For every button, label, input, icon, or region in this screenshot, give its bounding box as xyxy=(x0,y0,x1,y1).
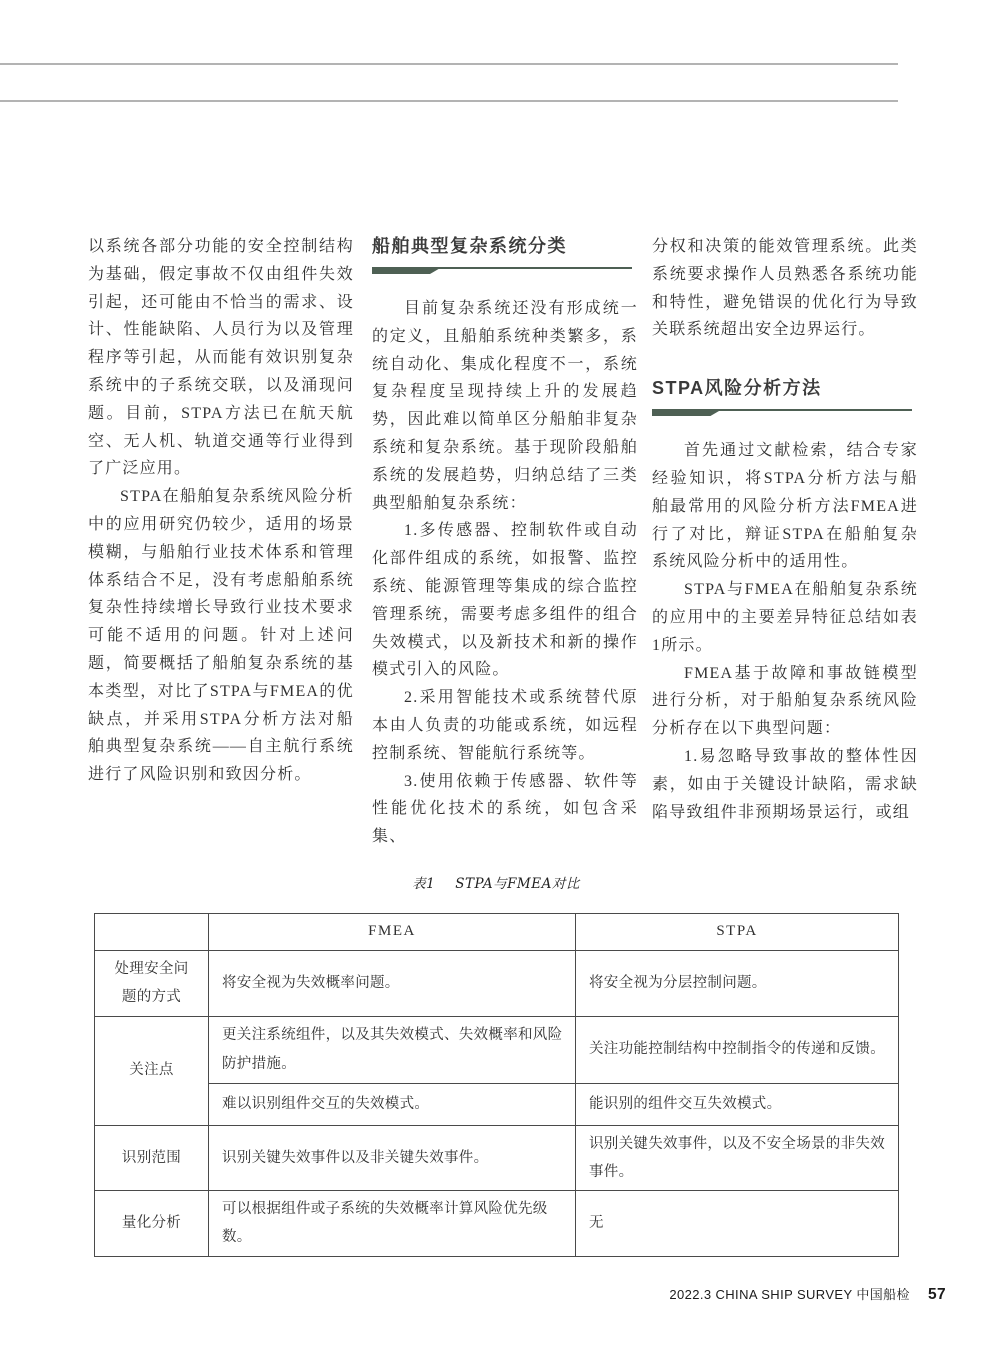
table-cell-r4-stpa: 无 xyxy=(576,1191,899,1257)
paragraph: STPA与FMEA在船舶复杂系统的应用中的主要差异特征总结如表1所示。 xyxy=(652,581,918,654)
table-cell-corner xyxy=(95,914,209,951)
table-row xyxy=(95,1125,899,1191)
section-heading-stpa-method: STPA风险分析方法 xyxy=(652,378,822,399)
table-cell-r1-fmea: 将安全视为失效概率问题。 xyxy=(209,951,576,1017)
list-item: 3.使用依赖于传感器、软件等性能优化技术的系统，如包含采集、 xyxy=(372,772,638,846)
journal-line: 2022.3 CHINA SHIP SURVEY 中国船检 xyxy=(669,1287,910,1302)
table-cell-r2b-stpa: 能识别的组件交互失效模式。 xyxy=(576,1083,899,1125)
section-heading-ship-complex-systems: 船舶典型复杂系统分类 xyxy=(372,236,567,256)
underline-thick-segment xyxy=(652,409,722,416)
paragraph: 首先通过文献检索，结合专家经验知识，将STPA分析方法与船舶最常用的风险分析方法FMEA进行了对比，辩证STPA在船舶复杂系统风险分析中的适用性。 xyxy=(652,442,918,571)
table-row xyxy=(95,1016,899,1083)
list-item: 1.多传感器、控制软件或自动化部件组成的系统，如报警、监控系统、能源管理等集成的综合监控管理系统，需要考虑多组件的组合失效模式，以及新技术和新的操作模式引入的风险。 xyxy=(372,522,638,679)
page-number: 57 xyxy=(927,1286,946,1303)
table-cell-r2a-fmea: 更关注系统组件，以及其失效模式、失效概率和风险防护措施。 xyxy=(209,1016,576,1083)
table-row xyxy=(95,1083,899,1125)
table-header-row xyxy=(95,914,899,951)
section-heading-underline xyxy=(652,409,912,416)
table-cell-r4-fmea: 可以根据组件或子系统的失效概率计算风险优先级数。 xyxy=(209,1191,576,1257)
rowlabel-text: 关注点 xyxy=(129,1062,174,1079)
text-column-2 xyxy=(372,233,638,851)
table-rowlabel-approach xyxy=(95,951,209,1017)
paragraph: FMEA基于故障和事故链模型进行分析，对于船舶复杂系统风险分析存在以下典型问题： xyxy=(652,664,918,738)
section-heading-underline xyxy=(372,267,632,274)
paragraph: STPA在船舶复杂系统风险分析中的应用研究仍较少，适用的场景模糊，与船舶行业技术体系和管理体系结合不足，没有考虑船舶系统复杂性持续增长导致行业技术要求可能不适用的问题。针对上述问题，简要概括了船舶复杂系统的基本类型，对比了STPA与FMEA的优缺点，并采用STPA分析方法对船舶典型复杂系统——自主航行系统进行了风险识别和致因分析。 xyxy=(88,488,354,784)
table-cell-r2a-stpa: 关注功能控制结构中控制指令的传递和反馈。 xyxy=(576,1016,899,1083)
stpa-fmea-comparison-table xyxy=(94,913,899,1257)
table-cell-r3-stpa: 识别关键失效事件，以及不安全场景的非失效事件。 xyxy=(576,1125,899,1191)
paragraph: 以系统各部分功能的安全控制结构为基础，假定事故不仅由组件失效引起，还可能由不恰当的需求、设计、性能缺陷、人员行为以及管理程序等引起，从而能有效识别复杂系统中的子系统交联，以及涌现问题。目前，STPA方法已在航天航空、无人机、轨道交通等行业得到了广泛应用。 xyxy=(88,238,354,478)
table-cell-r1-stpa: 将安全视为分层控制问题。 xyxy=(576,951,899,1017)
table-row xyxy=(95,1191,899,1257)
table-header-stpa: STPA xyxy=(576,914,899,951)
top-rule-lower xyxy=(0,100,898,102)
table-rowlabel-focus xyxy=(95,1016,209,1125)
table-rowlabel-quantitative xyxy=(95,1191,209,1257)
list-item: 1.易忽略导致事故的整体性因素，如由于关键设计缺陷，需求缺陷导致组件非预期场景运行，或组 xyxy=(652,747,918,821)
table-rowlabel-scope xyxy=(95,1125,209,1191)
table-row xyxy=(95,951,899,1017)
text-column-1 xyxy=(88,233,354,789)
rowlabel-text: 量化分析 xyxy=(121,1215,182,1232)
list-item: 2.采用智能技术或系统替代原本由人负责的功能或系统，如远程控制系统、智能航行系统等。 xyxy=(372,689,638,762)
top-rule-upper xyxy=(0,63,898,65)
paragraph: 分权和决策的能效管理系统。此类系统要求操作人员熟悉各系统功能和特性，避免错误的优化行为导致关联系统超出安全边界运行。 xyxy=(652,238,918,339)
paragraph: 目前复杂系统还没有形成统一的定义，且船舶系统种类繁多，系统自动化、集成化程度不一，系统复杂程度呈现持续上升的发展趋势，因此难以简单区分船舶非复杂系统和复杂系统。基于现阶段船舶系统的发展趋势，归纳总结了三类典型船舶复杂系统： xyxy=(372,300,638,512)
table-caption-text: STPA与FMEA对比 xyxy=(455,876,580,892)
rowlabel-text: 处理安全问题的方式 xyxy=(114,961,189,1006)
page-footer xyxy=(669,1284,946,1304)
table-cell-r2b-fmea: 难以识别组件交互的失效模式。 xyxy=(209,1083,576,1125)
rowlabel-text: 识别范围 xyxy=(121,1149,182,1166)
table-header-fmea: FMEA xyxy=(209,914,576,951)
underline-thick-segment xyxy=(372,267,442,274)
text-column-3 xyxy=(652,233,918,826)
table-caption xyxy=(94,872,898,892)
table-caption-label: 表1 xyxy=(412,876,436,892)
table-cell-r3-fmea: 识别关键失效事件以及非关键失效事件。 xyxy=(209,1125,576,1191)
